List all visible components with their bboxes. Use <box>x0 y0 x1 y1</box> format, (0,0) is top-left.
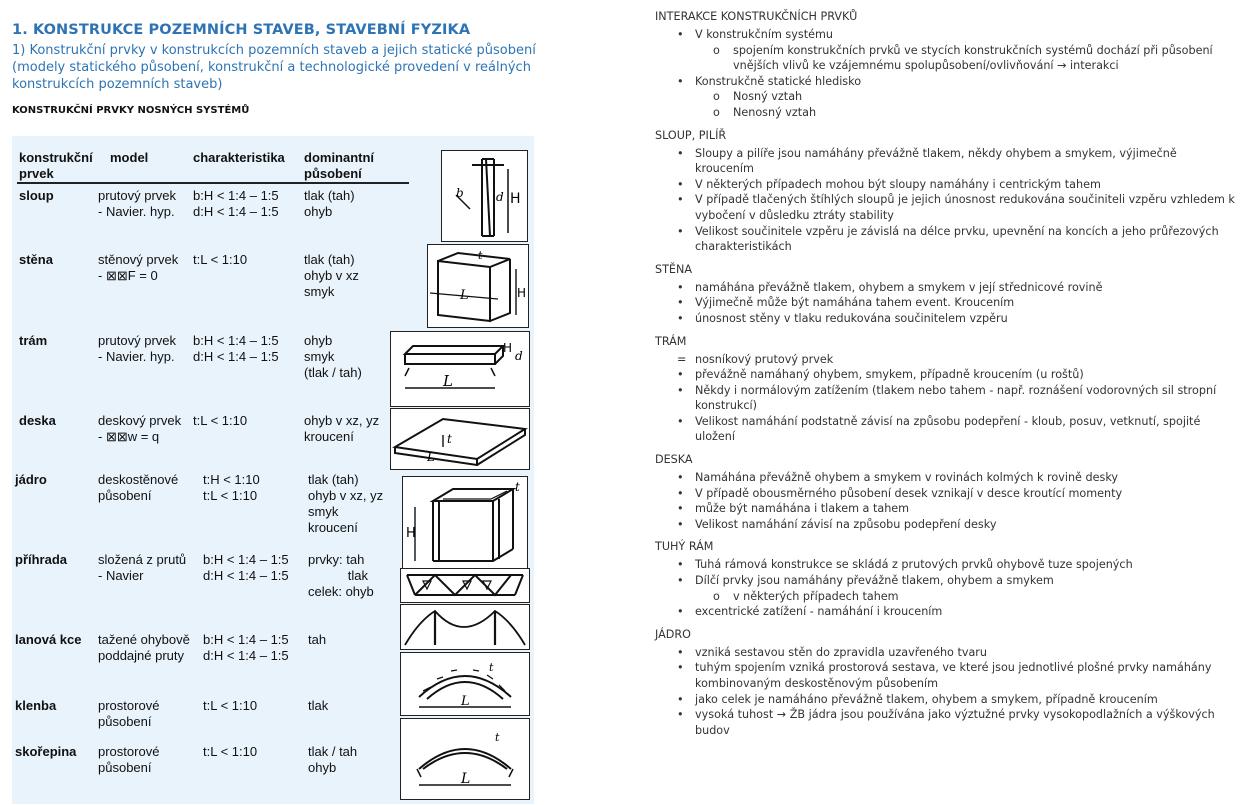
arch-sketch <box>400 652 530 716</box>
list-item <box>655 224 1235 255</box>
svg-text:d: d <box>515 349 523 363</box>
table-cell-name: příhrada <box>15 552 68 567</box>
list-item <box>655 501 1235 517</box>
section-heading: KONSTRUKČNÍ PRVKY NOSNÝCH SYSTÉMŮ <box>12 105 250 116</box>
svg-text:t: t <box>515 480 520 494</box>
sub-list <box>695 89 1235 120</box>
table-cell-action: ohyb smyk (tlak / tah) <box>304 333 362 380</box>
page-subtitle: 1) Konstrukční prvky v konstrukcích pozemních staveb a jejich statické působení (modely statického působení, konstrukční a technologické provedení v reálných konstrukcích pozemních staveb) <box>12 43 536 92</box>
list-item <box>655 470 1235 486</box>
bullet-list <box>655 352 1235 446</box>
table-cell-model: složená z prutů - Navier <box>98 552 187 583</box>
list-item <box>655 707 1235 738</box>
header-divider <box>17 182 409 184</box>
section-title: STĚNA <box>655 262 693 276</box>
table-cell-action: ohyb v xz, yz kroucení <box>304 413 380 444</box>
list-item <box>655 311 1235 327</box>
table-cell-name: trám <box>19 333 48 348</box>
page-title: 1. KONSTRUKCE POZEMNÍCH STAVEB, STAVEBNÍ FYZIKA <box>12 22 471 38</box>
list-item-text: V případě tlačených štíhlých sloupů je jejich únosnost redukována součiniteli vzpěru vzhledem k vybočení v důsledku ztráty stability <box>695 193 1235 222</box>
column-sketch <box>441 150 528 242</box>
table-cell-char: b:H < 1:4 – 1:5 d:H < 1:4 – 1:5 <box>193 188 279 219</box>
list-item-text: může být namáhána i tlakem a tahem <box>695 502 910 516</box>
table-cell-name: sloup <box>19 188 54 203</box>
table-cell-name: deska <box>19 413 56 428</box>
section-title: SLOUP, PILÍŘ <box>655 128 727 142</box>
svg-text:t: t <box>489 661 494 674</box>
svg-text:t: t <box>447 432 452 446</box>
svg-text:t: t <box>495 731 500 744</box>
list-item-text: tuhým spojením vzniká prostorová sestava, ve které jsou jednotlivé plošné prvky namáhány kombinovaným deskostěnovým působením <box>695 661 1212 690</box>
left-header <box>12 22 582 116</box>
table-cell-action: tah <box>308 632 327 647</box>
list-item-text: Výjimečně může být namáhána tahem event. Kroucením <box>695 296 1015 310</box>
list-item-text: namáhána převážně tlakem, ohybem a smykem v její střednicové rovině <box>695 280 1103 294</box>
table-cell-name: klenba <box>15 698 57 713</box>
svg-text:L: L <box>427 450 435 464</box>
svg-text:t: t <box>478 249 483 262</box>
section-title: TUHÝ RÁM <box>655 540 714 554</box>
list-item <box>655 383 1235 414</box>
list-item-text: excentrické zatížení - namáhání i kroucením <box>695 605 943 619</box>
table-cell-char: t:L < 1:10 <box>193 252 248 267</box>
list-item <box>655 557 1235 573</box>
list-item-text: Někdy i normálovým zatížením (tlakem nebo tahem - např. roznášení vodorovných sil stropní konstrukcí) <box>695 383 1217 413</box>
bullet-list <box>655 146 1235 255</box>
column-header: konstrukční prvek <box>19 150 93 181</box>
table-cell-model: stěnový prvek - ⊠⊠F = 0 <box>98 252 179 283</box>
svg-text:H: H <box>406 526 416 541</box>
table-cell-action: tlak / tah ohyb <box>308 744 358 775</box>
table-cell-char: t:L < 1:10 <box>203 744 258 759</box>
table-cell-char: b:H < 1:4 – 1:5 d:H < 1:4 – 1:5 <box>203 552 289 583</box>
list-item-text: Namáhána převážně ohybem a smykem v rovinách kolmých k rovině desky <box>695 471 1119 485</box>
table-cell-name: lanová kce <box>15 632 82 647</box>
sub-list <box>695 589 1235 605</box>
list-item-text: Tuhá rámová konstrukce se skládá z prutových prvků ohybově tuze spojených <box>695 558 1133 572</box>
column-header: model <box>110 150 149 165</box>
list-item <box>655 692 1235 708</box>
list-item <box>655 295 1235 311</box>
svg-text:H: H <box>510 191 521 207</box>
list-item <box>655 573 1235 604</box>
list-item <box>655 177 1235 193</box>
svg-text:L: L <box>460 288 469 303</box>
list-item <box>655 367 1235 383</box>
list-item <box>655 352 1235 368</box>
table-cell-char: t:L < 1:10 <box>193 413 248 428</box>
table-body <box>12 136 534 804</box>
list-item-text: V konstrukčním systému <box>695 28 833 41</box>
slab-sketch <box>390 408 530 470</box>
list-item <box>655 192 1235 223</box>
core-sketch <box>402 476 528 570</box>
sub-list <box>695 43 1235 74</box>
section-title: DESKA <box>655 453 693 467</box>
bullet-list <box>655 645 1235 739</box>
bullet-list <box>655 27 1235 121</box>
svg-text:L: L <box>461 694 470 709</box>
table-cell-name: skořepina <box>15 744 77 759</box>
svg-text:L: L <box>443 372 453 390</box>
list-item <box>655 517 1235 533</box>
table-cell-char: t:H < 1:10 t:L < 1:10 <box>203 472 260 503</box>
table-cell-model: tažené ohybově poddajné pruty <box>98 632 190 663</box>
list-item <box>655 660 1235 691</box>
svg-text:H: H <box>517 286 527 300</box>
sub-list-item: o v některých případech tahem <box>695 589 1235 605</box>
list-item-text: Dílčí prvky jsou namáhány převážně tlakem, ohybem a smykem <box>695 574 1054 588</box>
list-item <box>655 486 1235 502</box>
sub-list-item: o spojením konstrukčních prvků ve stycích konstrukčních systémů dochází při působení vnějších vlivů ke vzájemnému spolupůsobení/ovlivňování → interakci <box>695 43 1235 74</box>
list-item <box>655 414 1235 445</box>
column-header: charakteristika <box>193 150 285 165</box>
table-cell-char: b:H < 1:4 – 1:5 d:H < 1:4 – 1:5 <box>203 632 289 663</box>
table-cell-action: tlak <box>308 698 329 713</box>
structural-elements-table <box>12 136 534 804</box>
table-cell-char: b:H < 1:4 – 1:5 d:H < 1:4 – 1:5 <box>193 333 279 364</box>
list-item <box>655 146 1235 177</box>
list-item-text: V případě obousměrného působení desek vznikají v desce kroutící momenty <box>695 486 1123 500</box>
list-item-text: vysoká tuhost → ŽB jádra jsou používána jako výztužné prvky vysokopodlažních a výškových budov <box>695 708 1215 737</box>
list-item-text: nosníkový prutový prvek <box>695 352 834 366</box>
table-cell-action: prvky: tah tlak celek: ohyb <box>308 552 374 599</box>
svg-text:H: H <box>503 341 513 355</box>
table-cell-char: t:L < 1:10 <box>203 698 258 713</box>
notes-column <box>655 10 1235 746</box>
list-item-text: únosnost stěny v tlaku redukována součinitelem vzpěru <box>695 311 1008 325</box>
table-cell-action: tlak (tah) ohyb v xz smyk <box>304 252 359 299</box>
bullet-list <box>655 470 1235 532</box>
beam-sketch <box>390 331 530 407</box>
table-cell-model: prostorové působení <box>98 698 160 729</box>
list-item-text: jako celek je namáháno převážně tlakem, ohybem a smykem, případně kroucením <box>695 692 1158 706</box>
list-item-text: Sloupy a pilíře jsou namáhány převážně tlakem, někdy ohybem a smykem, výjimečně kroucením <box>695 146 1177 176</box>
section-title: TRÁM <box>655 334 687 348</box>
sub-list-item: o Nenosný vztah <box>695 105 1235 121</box>
table-cell-name: jádro <box>15 472 47 487</box>
list-item <box>655 604 1235 620</box>
list-item-text: vzniká sestavou stěn do zpravidla uzavřeného tvaru <box>695 645 987 659</box>
list-item-text: Konstrukčně statické hledisko <box>695 74 862 88</box>
wall-sketch <box>427 244 529 328</box>
list-item <box>655 27 1235 74</box>
list-item <box>655 280 1235 296</box>
list-item-text: V některých případech mohou být sloupy namáhány i centrickým tahem <box>695 177 1101 191</box>
section-title: JÁDRO <box>655 627 691 641</box>
table-cell-name: stěna <box>19 252 53 267</box>
truss-sketch <box>400 568 530 603</box>
table-cell-model: prostorové působení <box>98 744 160 775</box>
list-item <box>655 74 1235 121</box>
list-item-text: převážně namáhaný ohybem, smykem, případně kroucením (u roštů) <box>695 368 1084 382</box>
table-cell-action: tlak (tah) ohyb <box>304 188 355 219</box>
table-cell-model: prutový prvek - Navier. hyp. <box>98 333 177 364</box>
list-item-text: Velikost namáhání podstatně závisí na způsobu podepření - kloub, posuv, vetknutí, spojité uložení <box>695 414 1201 444</box>
cable-sketch <box>400 604 530 650</box>
column-header: dominantní působení <box>304 150 375 181</box>
list-item <box>655 645 1235 661</box>
list-item-text: Velikost namáhání závisí na způsobu podepření desky <box>695 517 997 531</box>
sub-list-item: o Nosný vztah <box>695 89 1235 105</box>
section-title: INTERAKCE KONSTRUKČNÍCH PRVKŮ <box>655 10 858 23</box>
list-item-text: Velikost součinitele vzpěru je závislá na délce prvku, upevnění na koncích a jeho průřezových charakteristikách <box>695 224 1219 254</box>
svg-text:L: L <box>461 771 471 787</box>
svg-text:b: b <box>456 186 464 200</box>
table-cell-model: prutový prvek - Navier. hyp. <box>98 188 177 219</box>
shell-sketch <box>400 718 530 800</box>
table-cell-action: tlak (tah) ohyb v xz, yz smyk kroucení <box>308 472 384 535</box>
table-cell-model: deskostěnové působení <box>98 472 179 503</box>
bullet-list <box>655 557 1235 619</box>
svg-text:d: d <box>496 190 504 204</box>
table-cell-model: deskový prvek - ⊠⊠w = q <box>98 413 182 444</box>
bullet-list <box>655 280 1235 327</box>
